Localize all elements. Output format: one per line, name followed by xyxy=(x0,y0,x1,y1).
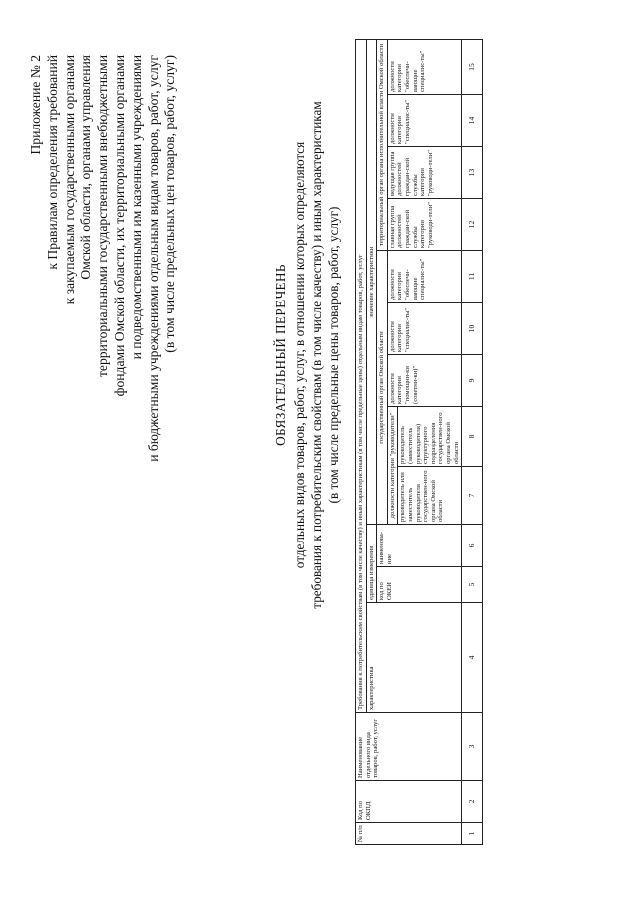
heading-line: (в том числе предельные цены товаров, работ, услуг) xyxy=(326,206,341,504)
column-number: 14 xyxy=(462,95,483,147)
column-number: 11 xyxy=(462,251,483,303)
header-col-12: главная группа должностей граждан-ской службы категории "руководи-тели" xyxy=(387,199,461,251)
annex-line: и бюджетными учреждениями отдельным видам товаров, работ, услуг xyxy=(145,55,161,462)
column-number: 6 xyxy=(462,525,483,567)
annex-block xyxy=(28,55,179,475)
annex-line: и подведомственными им казенными учреждениями xyxy=(128,55,144,360)
annex-line: территориальными государственными внебюджетными xyxy=(95,55,111,378)
heading-line: отдельных видов товаров, работ, услуг, в отношении которых определяются xyxy=(292,141,307,569)
column-number: 7 xyxy=(462,467,483,525)
column-number: 12 xyxy=(462,199,483,251)
header-col-15: должности категории "обеспечи-вающие специалис-ты" xyxy=(387,40,461,95)
document-heading xyxy=(272,5,342,705)
header-state-body: государственный орган Омской области xyxy=(377,251,388,525)
header-col-14: должности категории "специалис-ты" xyxy=(387,95,461,147)
header-unit-code: код по ОКЕИ xyxy=(377,567,462,603)
column-number: 13 xyxy=(462,147,483,199)
annex-line: (в том числе предельных цен товаров, работ, услуг) xyxy=(162,55,178,353)
header-unit: единица измерения xyxy=(366,525,377,603)
column-number: 9 xyxy=(462,355,483,407)
column-number: 8 xyxy=(462,407,483,467)
annex-line: фондами Омской области, их территориальными органами xyxy=(111,55,127,397)
header-col-7: руководитель или заместитель руководителя государствен-ного органа Омской области xyxy=(398,467,462,525)
header-okpd: Код по ОКПД xyxy=(356,781,462,823)
header-item-name: Наименование отдельного вида товаров, работ, услуг xyxy=(356,713,462,781)
header-col-11: должности категории "обеспечи-вающие специалис-ты" xyxy=(387,251,461,303)
header-col-10: должности категории "специалис-ты" xyxy=(387,303,461,355)
column-numbers-row xyxy=(462,40,483,845)
column-number: 10 xyxy=(462,303,483,355)
document-title: ОБЯЗАТЕЛЬНЫЙ ПЕРЕЧЕНЬ xyxy=(273,264,288,446)
annex-line: к закупаемым государственными органами xyxy=(61,55,77,305)
header-value: значение характеристики xyxy=(366,40,377,525)
header-territorial-body: территориальный орган органа исполнительной власти Омской области xyxy=(377,40,388,251)
header-col-8: руководитель (заместитель руководителя) структурного подразделения государствен-ного органа Омской области xyxy=(398,407,462,467)
annex-line: Омской области, органами управления xyxy=(78,55,94,280)
header-characteristic: характеристика xyxy=(366,603,462,713)
column-number: 5 xyxy=(462,567,483,603)
column-number: 4 xyxy=(462,603,483,713)
requirements-table xyxy=(355,39,483,845)
column-number: 1 xyxy=(462,823,483,845)
header-col-9: должности категории "помощни-ки (советни-ки)" xyxy=(387,355,461,407)
column-number: 2 xyxy=(462,781,483,823)
header-managers-category: должности категории "руководители" xyxy=(387,407,398,525)
header-unit-name: наименова-ние xyxy=(377,525,462,567)
column-number: 3 xyxy=(462,713,483,781)
header-requirements: Требования к потребительским свойствам (в том числе качеству) и иным характеристикам (в том числе предельные цены) отдельным видам товаров, работ, услуг xyxy=(356,40,367,713)
annex-line: к Правилам определения требований xyxy=(44,55,60,270)
annex-line: Приложение № 2 xyxy=(28,55,43,155)
header-num: № п/п xyxy=(356,823,462,845)
column-number: 15 xyxy=(462,40,483,95)
header-col-13: ведущая группа должностей граждан-ской службы категории "руководи-тели" xyxy=(387,147,461,199)
heading-line: требования к потребительским свойствам (в том числе качеству) и иным характеристикам xyxy=(309,101,324,609)
